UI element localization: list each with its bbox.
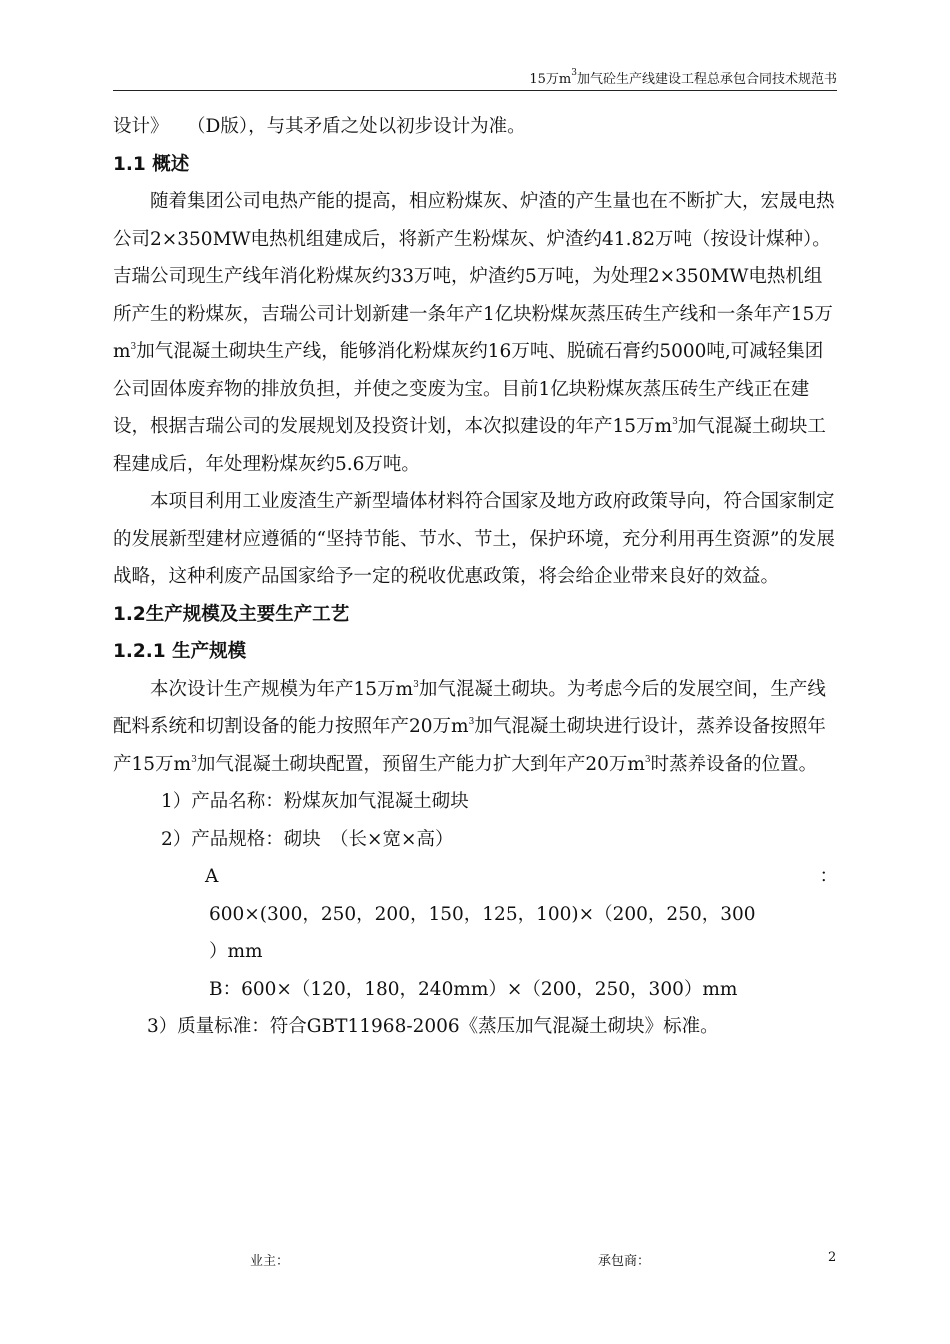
paragraph-text: 加气混凝土砌块配置，预留生产能力扩大到年产20万m xyxy=(196,753,645,775)
paragraph-text: 时蒸养设备的位置。 xyxy=(650,753,818,775)
list-item-product-spec: 2）产品规格：砌块 （长×宽×高） xyxy=(161,828,454,850)
document-body xyxy=(113,108,838,1046)
paragraph-text: 随着集团公司电热产能的提高，相应粉煤灰、炉渣的产生量也在不断扩大，宏晟电热公司2×350MW电热机组建成后，将新产生粉煤灰、炉渣约41.82万吨（按设计煤种）。吉瑞公司现生产线年消化粉煤灰约33万吨，炉渣约5万吨，为处理2×350MW电热机组所产生的粉煤灰，吉瑞公司计划新建一条年产1亿块粉煤灰蒸压砖生产线和一条年产15万m xyxy=(113,191,835,362)
page-number: 2 xyxy=(828,1250,837,1265)
section-heading-1-2: 1.2生产规模及主要生产工艺 xyxy=(113,603,350,625)
spec-a-label-row xyxy=(113,858,838,896)
superscript: 3 xyxy=(468,717,475,727)
section-heading-1-1: 1.1 概述 xyxy=(113,153,190,175)
paragraph-overview-1 xyxy=(113,183,838,483)
paragraph-text: 加气混凝土砌块生产线，能够消化粉煤灰约16万吨、脱硫石膏约5000吨,可减轻集团公司固体废弃物的排放负担，并使之变废为宝。目前1亿块粉煤灰蒸压砖生产线正在建设，根据吉瑞公司的发展规划及投资计划，本次拟建设的年产15万m xyxy=(113,341,824,437)
superscript: 3 xyxy=(644,754,651,765)
footer-owner: 业主： xyxy=(250,1254,290,1269)
list-item-product-name: 1）产品名称：粉煤灰加气混凝土砌块 xyxy=(161,791,469,812)
superscript: 3 xyxy=(191,754,197,765)
footer-contractor: 承包商： xyxy=(598,1254,651,1269)
section-heading-1-2-1: 1.2.1 生产规模 xyxy=(113,641,247,662)
continued-line: 设计》 （D版），与其矛盾之处以初步设计为准。 xyxy=(113,116,526,137)
paragraph-overview-2: 本项目利用工业废渣生产新型墙体材料符合国家及地方政府政策导向，符合国家制定的发展新型建材应遵循的“坚持节能、节水、节土，保护环境，充分利用再生资源”的发展战略，这种利废产品国家给予一定的税收优惠政策，将会给企业带来良好的效益。 xyxy=(113,491,835,587)
paragraph-scale xyxy=(113,671,838,784)
superscript: 3 xyxy=(672,417,678,427)
spec-a-colon: ： xyxy=(819,866,838,887)
header-title-superscript: 3 xyxy=(571,68,577,78)
page-header xyxy=(113,68,837,91)
header-title: 15万m xyxy=(529,72,572,87)
paragraph-text: 加气混凝土砌块。为考虑今后的发展空间，生产线配料系统和切割设备的能力按照年产20万m xyxy=(113,678,826,737)
list-item-quality-standard: 3）质量标准：符合GBT11968-2006《蒸压加气混凝土砌块》标准。 xyxy=(147,1016,719,1037)
paragraph-text: 加气混凝土砌块进行设计，蒸养设备按照年产15万m xyxy=(113,716,826,775)
spec-a-label: A xyxy=(205,866,219,887)
header-title-rest: 加气砼生产线建设工程总承包合同技术规范书 xyxy=(576,72,837,87)
spec-a-dimensions: 600×(300，250，200，150，125，100)×（200，250，300 xyxy=(209,903,756,925)
spec-a-dimensions-unit: ）mm xyxy=(209,941,263,962)
paragraph-text: 本次设计生产规模为年产15万m xyxy=(150,678,414,700)
spec-b-dimensions: B：600×（120，180，240mm）×（200，250，300）mm xyxy=(209,978,738,1000)
superscript: 3 xyxy=(413,679,419,690)
paragraph-text: 加气混凝土砌块工程建成后，年处理粉煤灰约5.6万吨。 xyxy=(113,416,826,475)
superscript: 3 xyxy=(130,342,137,352)
